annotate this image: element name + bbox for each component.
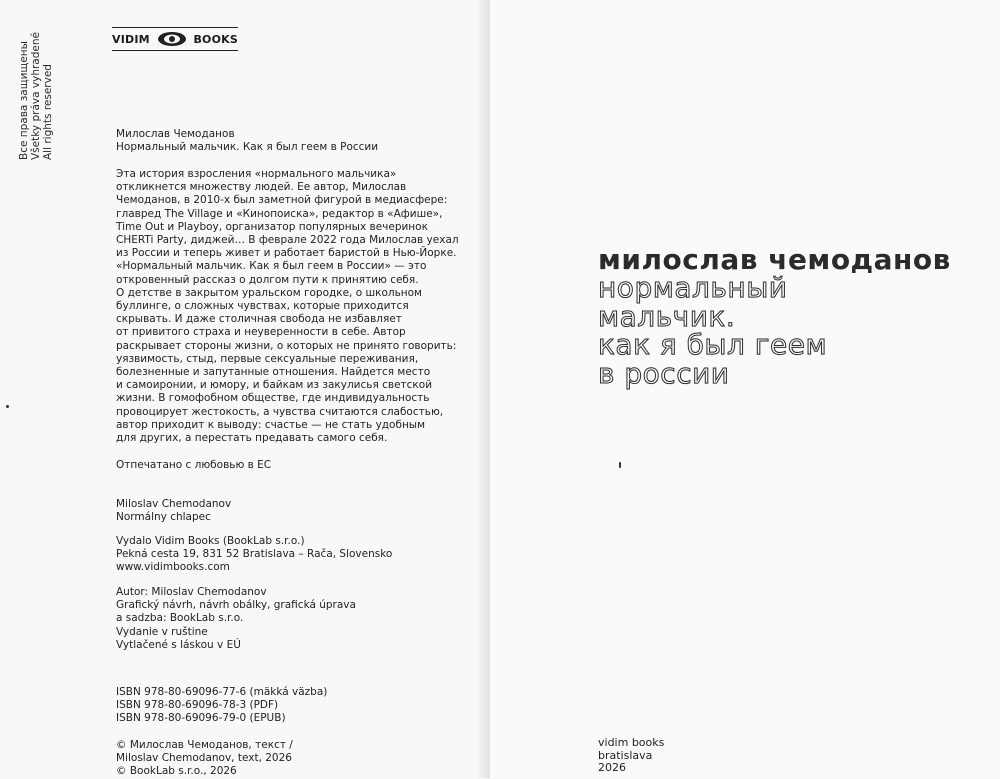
publisher-info-line: Pekná cesta 19, 831 52 Bratislava – Rača, Slovensko (116, 548, 393, 561)
description-line: Time Out и Playboy, организатор популярных вечеринок (116, 220, 428, 233)
description-line: «Нормальный мальчик. Как я был геем в России» — это (116, 260, 427, 273)
slovak-title (116, 498, 231, 524)
heading-title: Нормальный мальчик. Как я был геем в России (116, 141, 379, 154)
slovak-title-line: Miloslav Chemodanov (116, 498, 232, 510)
logo-text-right: BOOKS (193, 32, 238, 46)
credits-line: a sadzba: BookLab s.r.o. (116, 612, 244, 625)
isbn-block (116, 686, 327, 726)
rights-line: Všetky práva vyhradené (30, 32, 42, 160)
copyright-line: © Милослав Чемоданов, текст / (116, 739, 293, 751)
description-line: раскрывает стороны жизни, о которых не принято говорить: (116, 339, 457, 352)
description-line: автор приходит к выводу: счастье — не стать удобным (116, 418, 426, 431)
right-page (490, 0, 1000, 778)
imprint-block (598, 737, 664, 775)
credits (116, 586, 356, 652)
description-line: буллинге, о сложных чувствах, которые приходится (116, 300, 409, 313)
description-line: болезненные и запутанные отношения. Найдется место (116, 366, 431, 379)
description-line: О детстве в закрытом уральском городке, о школьном (116, 286, 422, 299)
copyright-line: © BookLab s.r.o., 2026 (116, 765, 237, 778)
copyright-block (116, 739, 293, 779)
publisher-info (116, 535, 392, 575)
printed-note-text: Отпечатано с любовью в ЕС (116, 459, 272, 471)
title-line: мальчик. (598, 299, 736, 333)
isbn-line: ISBN 978-80-69096-79-0 (EPUB) (116, 712, 286, 725)
left-page (0, 0, 490, 778)
credits-line: Vydanie v ruštine (116, 625, 208, 638)
credits-line: Autor: Miloslav Chemodanov (116, 586, 267, 598)
copyright-line: Miloslav Chemodanov, text, 2026 (116, 752, 292, 765)
description-line: откровенный рассказ о долгом пути к принятию себя. (116, 273, 419, 286)
description-line: жизни. В гомофобном обществе, где индивидуальность (116, 392, 430, 405)
title-page-title (598, 271, 828, 390)
isbn-line: ISBN 978-80-69096-78-3 (PDF) (116, 699, 279, 712)
publisher-info-line: www.vidimbooks.com (116, 561, 230, 574)
isbn-line: ISBN 978-80-69096-77-6 (mäkká väzba) (116, 686, 328, 698)
imprint-line: bratislava (598, 748, 653, 762)
publisher-info-line: Vydalo Vidim Books (BookLab s.r.o.) (116, 535, 305, 547)
book-description (116, 168, 459, 445)
description-line: скрывать. И даже столичная свобода не избавляет (116, 313, 402, 326)
rights-line: All rights reserved (42, 64, 54, 160)
scan-speck (619, 462, 621, 468)
description-line: и самоиронии, и юмору, и байкам из закулисья светской (116, 379, 433, 392)
title-line: нормальный (598, 271, 788, 304)
title-line: как я был геем (598, 328, 828, 361)
scan-speck (6, 405, 9, 408)
description-line: уязвимость, стыд, первые сексуальные переживания, (116, 352, 419, 365)
description-line: для других, а перестать предавать самого себя. (116, 432, 388, 445)
title-page-author: милослав чемоданов (598, 243, 951, 276)
slovak-title-line: Normálny chlapec (116, 511, 211, 524)
description-line: CHERTi Party, диджей… В феврале 2022 года Милослав уехал (116, 234, 459, 247)
description-line: откликнется множеству людей. Ее автор, Милослав (116, 181, 407, 194)
description-line: из России и теперь живет и работает баристой в Нью-Йорке. (116, 247, 457, 260)
heading-author: Милослав Чемоданов (116, 128, 235, 140)
description-line: Эта история взросления «нормального мальчика» (116, 168, 397, 180)
description-line: провоцирует жестокость, а чувства считаются слабостью, (116, 405, 444, 418)
publisher-logo (112, 27, 238, 51)
description-line: главред The Village и «Кинопоиска», редактор в «Афише», (116, 207, 443, 220)
eye-icon (157, 31, 187, 47)
title-line: в россии (598, 356, 730, 390)
imprint-line: vidim books (598, 736, 665, 749)
credits-line: Grafický návrh, návrh obálky, grafická úprava (116, 599, 356, 612)
logo-text-left: VIDIM (112, 32, 150, 46)
rights-line: Все права защищены (18, 41, 30, 160)
description-line: Чемоданов, в 2010-х был заметной фигурой в медиасфере: (116, 194, 448, 207)
book-heading (116, 128, 378, 154)
rights-reserved (18, 32, 54, 160)
printed-note (116, 459, 271, 472)
credits-line: Vytlačené s láskou v EÚ (116, 638, 241, 651)
description-line: от привитого страха и неуверенности в себе. Автор (116, 326, 406, 339)
imprint-line: 2026 (598, 761, 626, 774)
